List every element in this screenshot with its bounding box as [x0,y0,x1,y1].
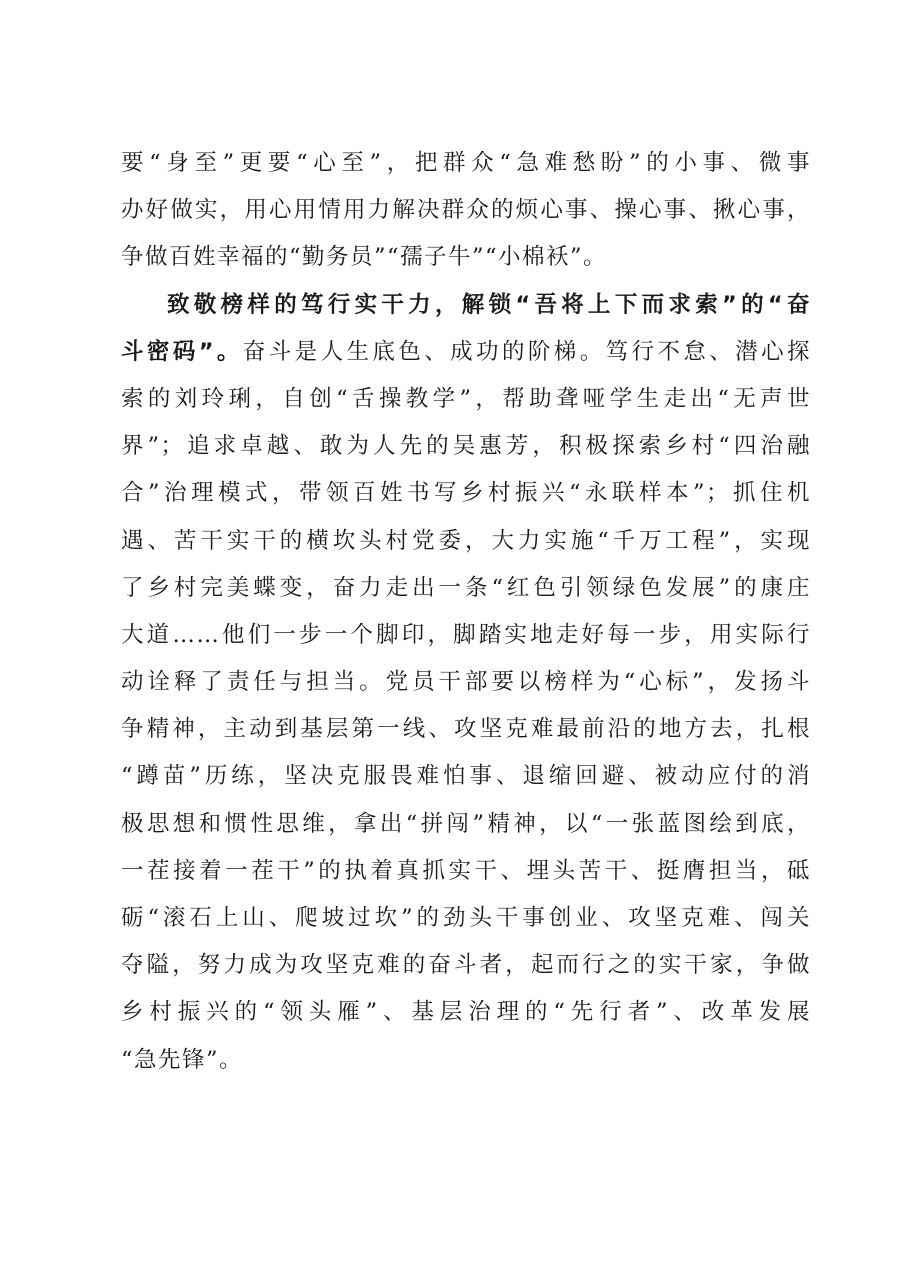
document-body [121,140,811,1084]
paragraph-2-lead-line-1: 致敬榜样的笃行实干力，解锁“吾将上下而求索”的“奋 [167,291,811,318]
paragraph-2-line-8: 大道……他们一步一个脚印，脚踏实地走好每一步，用实际行 [121,621,811,648]
paragraph-2-line-2 [121,329,811,376]
paragraph-2-line-9: 动诠释了责任与担当。党员干部要以榜样为“心标”，发扬斗 [121,669,811,696]
paragraph-2-line-16: 乡村振兴的“领头雁”、基层治理的“先行者”、改革发展 [121,999,811,1026]
paragraph-2-line-7: 了乡村完美蝶变，奋力走出一条“红色引领绿色发展”的康庄 [121,574,811,601]
paragraph-2-line-15: 夺隘，努力成为攻坚克难的奋斗者，起而行之的实干家，争做 [121,952,811,979]
paragraph-2-line-4: 界”；追求卓越、敢为人先的吴惠芳，积极探索乡村“四治融 [121,433,811,460]
paragraph-1-line-1: 要“身至”更要“心至”，把群众“急难愁盼”的小事、微事 [121,150,811,176]
paragraph-2-line-2-rest: 奋斗是人生底色、成功的阶梯。笃行不怠、潜心探 [242,338,811,365]
paragraph-2-line-10: 争精神，主动到基层第一线、攻坚克难最前沿的地方去，扎根 [121,716,811,743]
paragraph-2-line-5: 合”治理模式，带领百姓书写乡村振兴“永联样本”；抓住机 [121,480,811,507]
paragraph-2-line-3: 索的刘玲琍，自创“舌操教学”，帮助聋哑学生走出“无声世 [121,385,811,412]
paragraph-1-line-3: 争做百姓幸福的“勤务员”“孺子牛”“小棉袄”。 [121,244,608,271]
paragraph-2-line-14: 砺“滚石上山、爬坡过坎”的劲头干事创业、攻坚克难、闯关 [121,905,811,931]
paragraph-2-line-13: 一茬接着一茬干”的执着真抓实干、埋头苦干、挺膺担当，砥 [121,857,811,884]
paragraph-2-line-12: 极思想和惯性思维，拿出“拼闯”精神，以“一张蓝图绘到底， [121,810,811,837]
paragraph-2-line-11: “蹲苗”历练，坚决克服畏难怕事、退缩回避、被动应付的消 [121,763,811,790]
paragraph-2-line-17: “急先锋”。 [121,1046,244,1073]
paragraph-2-line-6: 遇、苦干实干的横坎头村党委，大力实施“千万工程”，实现 [121,527,811,554]
paragraph-2-lead-line-2: 斗密码”。 [121,338,243,365]
paragraph-1-line-2: 办好做实，用心用情用力解决群众的烦心事、操心事、揪心事， [121,197,811,224]
